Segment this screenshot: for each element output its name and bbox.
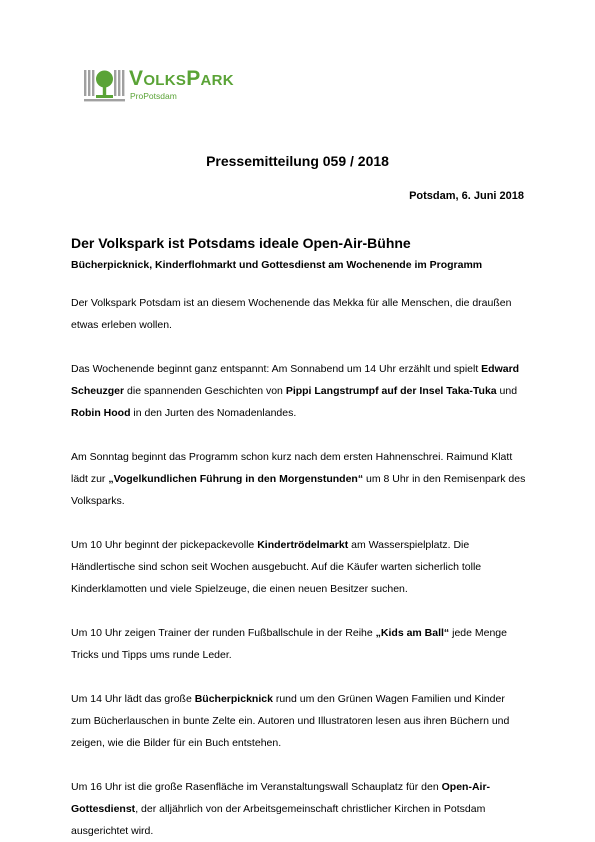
paragraph: Um 10 Uhr beginnt der pickepackevolle Kindertrödelmarkt am Wasserspielplatz. Die Händlertische sind schon seit Wochen ausgebucht. Auf die Käufer warten sicherlich tolle Kinderklamotten und viele Spielzeuge, die einen neuen Besitzer suchen. — [71, 539, 482, 595]
paragraph: Das Wochenende beginnt ganz entspannt: Am Sonnabend um 14 Uhr erzählt und spielt Edward Scheuzger die spannenden Geschichten von Pippi Langstrumpf auf der Insel Taka-Tuka und Robin Hood in den Jurten des Nomadenlandes. — [71, 363, 520, 419]
logo-subtitle: ProPotsdam — [130, 91, 177, 101]
article-title: Der Volkspark ist Potsdams ideale Open-Air-Bühne — [71, 235, 411, 251]
paragraph: Der Volkspark Potsdam ist an diesem Wochenende das Mekka für alle Menschen, die draußen etwas erleben wollen. — [71, 297, 512, 331]
volkspark-logo — [84, 66, 254, 106]
paragraph: Um 16 Uhr ist die große Rasenfläche im Veranstaltungswall Schauplatz für den Open-Air-Gottesdienst, der alljährlich von der Arbeitsgemeinschaft christlicher Kirchen in Potsdam ausgerichtet wird. — [71, 781, 491, 837]
logo-wordmark: VOLKSPARK — [129, 67, 234, 90]
paragraph: Um 10 Uhr zeigen Trainer der runden Fußballschule in der Reihe „Kids am Ball“ jede Menge Tricks und Tipps ums runde Leder. — [71, 627, 507, 661]
paragraph: Am Sonntag beginnt das Programm schon kurz nach dem ersten Hahnenschrei. Raimund Klatt lädt zur „Vogelkundlichen Führung in den Morgenstunden“ um 8 Uhr in den Remisenpark des Volksparks. — [71, 451, 526, 507]
volkspark-emblem-icon — [84, 66, 126, 104]
paragraph: Um 14 Uhr lädt das große Bücherpicknick rund um den Grünen Wagen Familien und Kinder zum Bücherlauschen in bunte Zelte ein. Autoren und Illustratoren lesen aus ihren Büchern und zeigen, wie die Bilder für ein Buch entstehen. — [71, 693, 510, 749]
article-body — [71, 292, 527, 842]
article-subtitle: Bücherpicknick, Kinderflohmarkt und Gottesdienst am Wochenende im Programm — [71, 259, 483, 271]
press-release-number: Pressemitteilung 059 / 2018 — [206, 153, 389, 169]
dateline: Potsdam, 6. Juni 2018 — [409, 190, 524, 202]
